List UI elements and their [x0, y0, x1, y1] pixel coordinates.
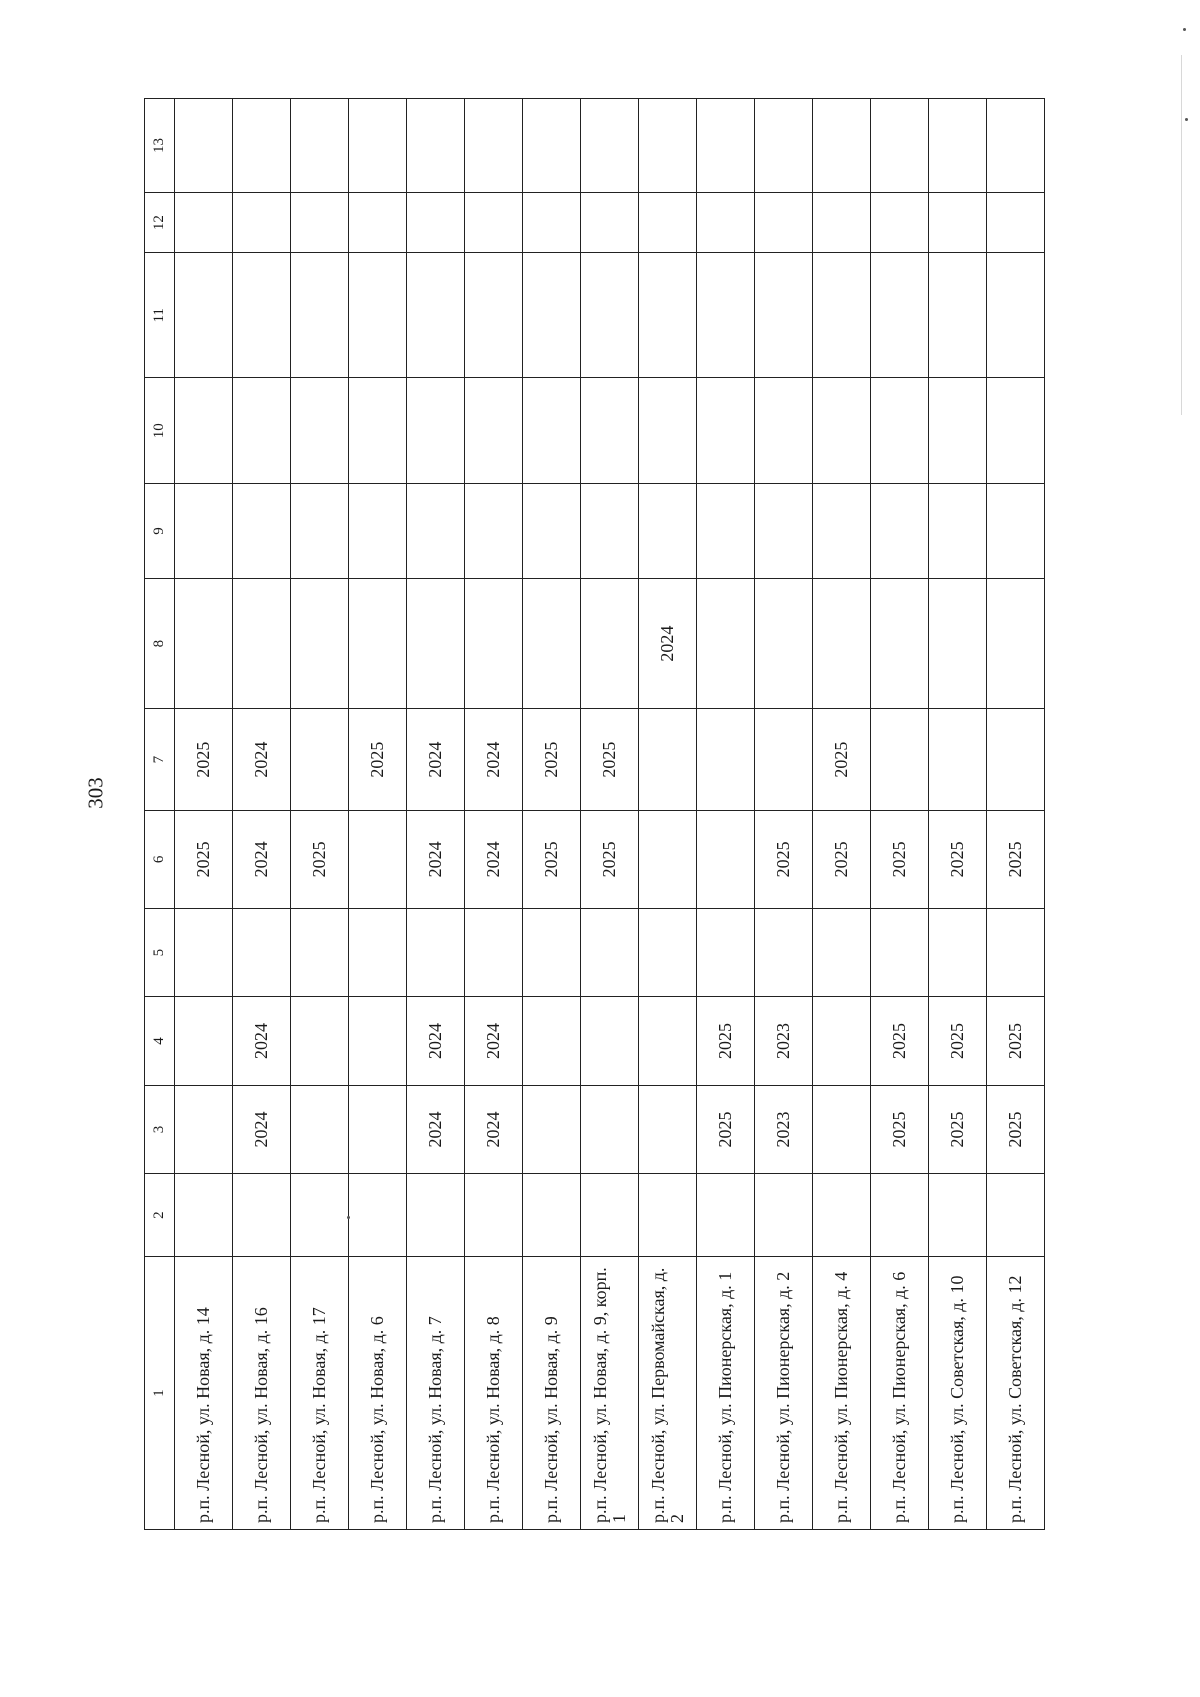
- year-cell-col-12: [291, 192, 349, 252]
- column-number-11: 11: [145, 253, 175, 378]
- table-row: [929, 99, 987, 1530]
- year-cell-col-9: [987, 484, 1045, 579]
- year-cell-col-8: [581, 578, 639, 708]
- year-cell-col-7: [639, 709, 697, 810]
- year-cell-col-2: [407, 1174, 465, 1257]
- table-row: [987, 99, 1045, 1530]
- year-cell-col-10: [929, 378, 987, 484]
- table-row: [349, 99, 407, 1530]
- year-cell-col-4: 2025: [929, 997, 987, 1085]
- year-cell-col-3: [291, 1085, 349, 1173]
- year-cell-col-11: [349, 253, 407, 378]
- year-cell-col-10: [871, 378, 929, 484]
- address-cell: р.п. Лесной, ул. Новая, д. 9, корп. 1: [581, 1257, 639, 1530]
- year-cell-col-5: [349, 908, 407, 996]
- address-cell: р.п. Лесной, ул. Советская, д. 10: [929, 1257, 987, 1530]
- year-cell-col-6: 2025: [755, 810, 813, 908]
- year-cell-col-2: [929, 1174, 987, 1257]
- year-cell-col-3: [639, 1085, 697, 1173]
- year-cell-col-12: [581, 192, 639, 252]
- year-cell-col-10: [639, 378, 697, 484]
- scan-speck: [1183, 28, 1186, 31]
- year-cell-col-8: [349, 578, 407, 708]
- year-cell-col-7: 2025: [813, 709, 871, 810]
- year-cell-col-4: [639, 997, 697, 1085]
- year-cell-col-12: [233, 192, 291, 252]
- year-cell-col-5: [233, 908, 291, 996]
- year-cell-col-8: [291, 578, 349, 708]
- year-cell-col-6: 2024: [407, 810, 465, 908]
- year-cell-col-5: [755, 908, 813, 996]
- year-cell-col-6: 2025: [813, 810, 871, 908]
- year-cell-col-11: [697, 253, 755, 378]
- year-cell-col-10: [523, 378, 581, 484]
- column-number-4: 4: [145, 997, 175, 1085]
- column-number-13: 13: [145, 99, 175, 193]
- column-number-row: [145, 99, 175, 1530]
- year-cell-col-3: [813, 1085, 871, 1173]
- year-cell-col-13: [871, 99, 929, 193]
- year-cell-col-6: 2024: [465, 810, 523, 908]
- year-cell-col-2: [233, 1174, 291, 1257]
- year-cell-col-2: [349, 1174, 407, 1257]
- year-cell-col-6: 2025: [175, 810, 233, 908]
- year-cell-col-7: [871, 709, 929, 810]
- year-cell-col-5: [929, 908, 987, 996]
- year-cell-col-12: [639, 192, 697, 252]
- year-cell-col-8: [175, 578, 233, 708]
- year-cell-col-7: [987, 709, 1045, 810]
- year-cell-col-2: [639, 1174, 697, 1257]
- year-cell-col-13: [233, 99, 291, 193]
- year-cell-col-6: 2024: [233, 810, 291, 908]
- year-cell-col-3: [175, 1085, 233, 1173]
- year-cell-col-5: [291, 908, 349, 996]
- year-cell-col-2: [523, 1174, 581, 1257]
- year-cell-col-2: [813, 1174, 871, 1257]
- year-cell-col-6: [639, 810, 697, 908]
- column-number-2: 2: [145, 1174, 175, 1257]
- year-cell-col-7: 2025: [581, 709, 639, 810]
- year-cell-col-13: [929, 99, 987, 193]
- year-cell-col-2: [465, 1174, 523, 1257]
- year-cell-col-11: [523, 253, 581, 378]
- year-cell-col-12: [755, 192, 813, 252]
- year-cell-col-12: [349, 192, 407, 252]
- scan-speck: [347, 1216, 350, 1219]
- year-cell-col-10: [407, 378, 465, 484]
- year-cell-col-7: [929, 709, 987, 810]
- year-cell-col-5: [175, 908, 233, 996]
- year-cell-col-8: [233, 578, 291, 708]
- column-number-9: 9: [145, 484, 175, 579]
- year-cell-col-6: [349, 810, 407, 908]
- year-cell-col-4: [581, 997, 639, 1085]
- address-cell: р.п. Лесной, ул. Первомайская, д. 2: [639, 1257, 697, 1530]
- year-cell-col-3: 2023: [755, 1085, 813, 1173]
- year-cell-col-7: 2025: [175, 709, 233, 810]
- table-row: [175, 99, 233, 1530]
- year-cell-col-4: [175, 997, 233, 1085]
- year-cell-col-11: [291, 253, 349, 378]
- table-row: [465, 99, 523, 1530]
- register-table: [144, 98, 1045, 1530]
- year-cell-col-12: [871, 192, 929, 252]
- year-cell-col-13: [813, 99, 871, 193]
- address-cell: р.п. Лесной, ул. Новая, д. 14: [175, 1257, 233, 1530]
- year-cell-col-2: [581, 1174, 639, 1257]
- year-cell-col-5: [813, 908, 871, 996]
- year-cell-col-3: 2025: [871, 1085, 929, 1173]
- year-cell-col-4: 2024: [407, 997, 465, 1085]
- column-number-6: 6: [145, 810, 175, 908]
- year-cell-col-4: 2025: [987, 997, 1045, 1085]
- table-body: [145, 99, 1045, 1530]
- year-cell-col-3: 2025: [929, 1085, 987, 1173]
- year-cell-col-5: [697, 908, 755, 996]
- year-cell-col-12: [697, 192, 755, 252]
- year-cell-col-3: 2024: [233, 1085, 291, 1173]
- column-number-7: 7: [145, 709, 175, 810]
- year-cell-col-11: [929, 253, 987, 378]
- year-cell-col-5: [987, 908, 1045, 996]
- year-cell-col-9: [523, 484, 581, 579]
- year-cell-col-2: [175, 1174, 233, 1257]
- table-row: [697, 99, 755, 1530]
- year-cell-col-6: 2025: [871, 810, 929, 908]
- year-cell-col-9: [813, 484, 871, 579]
- year-cell-col-8: [697, 578, 755, 708]
- year-cell-col-11: [233, 253, 291, 378]
- year-cell-col-7: 2025: [523, 709, 581, 810]
- year-cell-col-5: [581, 908, 639, 996]
- year-cell-col-6: 2025: [291, 810, 349, 908]
- year-cell-col-12: [407, 192, 465, 252]
- year-cell-col-13: [639, 99, 697, 193]
- year-cell-col-4: [813, 997, 871, 1085]
- year-cell-col-3: 2024: [407, 1085, 465, 1173]
- year-cell-col-8: [871, 578, 929, 708]
- year-cell-col-8: [465, 578, 523, 708]
- column-number-10: 10: [145, 378, 175, 484]
- year-cell-col-10: [987, 378, 1045, 484]
- year-cell-col-4: [291, 997, 349, 1085]
- year-cell-col-5: [639, 908, 697, 996]
- scan-speck: [1185, 118, 1188, 121]
- year-cell-col-9: [755, 484, 813, 579]
- year-cell-col-2: [987, 1174, 1045, 1257]
- year-cell-col-9: [639, 484, 697, 579]
- year-cell-col-5: [407, 908, 465, 996]
- year-cell-col-8: 2024: [639, 578, 697, 708]
- address-cell: р.п. Лесной, ул. Советская, д. 12: [987, 1257, 1045, 1530]
- address-cell: р.п. Лесной, ул. Новая, д. 6: [349, 1257, 407, 1530]
- year-cell-col-4: 2024: [465, 997, 523, 1085]
- table-row: [523, 99, 581, 1530]
- year-cell-col-11: [581, 253, 639, 378]
- year-cell-col-5: [523, 908, 581, 996]
- year-cell-col-7: 2024: [233, 709, 291, 810]
- year-cell-col-12: [813, 192, 871, 252]
- year-cell-col-8: [813, 578, 871, 708]
- address-cell: р.п. Лесной, ул. Новая, д. 16: [233, 1257, 291, 1530]
- year-cell-col-4: 2023: [755, 997, 813, 1085]
- year-cell-col-11: [639, 253, 697, 378]
- year-cell-col-8: [987, 578, 1045, 708]
- year-cell-col-3: [523, 1085, 581, 1173]
- scan-line: [1181, 55, 1182, 415]
- year-cell-col-13: [465, 99, 523, 193]
- year-cell-col-13: [407, 99, 465, 193]
- year-cell-col-10: [349, 378, 407, 484]
- year-cell-col-12: [929, 192, 987, 252]
- year-cell-col-11: [813, 253, 871, 378]
- year-cell-col-7: [755, 709, 813, 810]
- year-cell-col-7: 2024: [465, 709, 523, 810]
- year-cell-col-9: [871, 484, 929, 579]
- year-cell-col-9: [233, 484, 291, 579]
- year-cell-col-4: [349, 997, 407, 1085]
- year-cell-col-11: [465, 253, 523, 378]
- year-cell-col-10: [581, 378, 639, 484]
- year-cell-col-7: 2025: [349, 709, 407, 810]
- table-row: [233, 99, 291, 1530]
- year-cell-col-8: [929, 578, 987, 708]
- year-cell-col-13: [755, 99, 813, 193]
- year-cell-col-2: [755, 1174, 813, 1257]
- year-cell-col-9: [929, 484, 987, 579]
- year-cell-col-2: [871, 1174, 929, 1257]
- year-cell-col-9: [407, 484, 465, 579]
- year-cell-col-11: [871, 253, 929, 378]
- year-cell-col-8: [755, 578, 813, 708]
- column-number-3: 3: [145, 1085, 175, 1173]
- year-cell-col-2: [697, 1174, 755, 1257]
- year-cell-col-6: [697, 810, 755, 908]
- address-cell: р.п. Лесной, ул. Пионерская, д. 1: [697, 1257, 755, 1530]
- column-number-8: 8: [145, 578, 175, 708]
- address-cell: р.п. Лесной, ул. Новая, д. 7: [407, 1257, 465, 1530]
- year-cell-col-10: [291, 378, 349, 484]
- year-cell-col-3: 2025: [697, 1085, 755, 1173]
- year-cell-col-3: 2024: [465, 1085, 523, 1173]
- year-cell-col-10: [233, 378, 291, 484]
- table-row: [871, 99, 929, 1530]
- table-row: [291, 99, 349, 1530]
- address-cell: р.п. Лесной, ул. Пионерская, д. 4: [813, 1257, 871, 1530]
- year-cell-col-10: [755, 378, 813, 484]
- year-cell-col-5: [871, 908, 929, 996]
- year-cell-col-4: 2025: [871, 997, 929, 1085]
- year-cell-col-3: [581, 1085, 639, 1173]
- year-cell-col-13: [987, 99, 1045, 193]
- year-cell-col-13: [581, 99, 639, 193]
- address-cell: р.п. Лесной, ул. Новая, д. 9: [523, 1257, 581, 1530]
- year-cell-col-11: [987, 253, 1045, 378]
- table-row: [639, 99, 697, 1530]
- year-cell-col-9: [697, 484, 755, 579]
- year-cell-col-10: [465, 378, 523, 484]
- column-number-5: 5: [145, 908, 175, 996]
- year-cell-col-7: 2024: [407, 709, 465, 810]
- year-cell-col-9: [175, 484, 233, 579]
- year-cell-col-10: [697, 378, 755, 484]
- year-cell-col-10: [813, 378, 871, 484]
- year-cell-col-2: [291, 1174, 349, 1257]
- table-row: [755, 99, 813, 1530]
- year-cell-col-9: [349, 484, 407, 579]
- year-cell-col-6: 2025: [987, 810, 1045, 908]
- year-cell-col-8: [407, 578, 465, 708]
- year-cell-col-12: [175, 192, 233, 252]
- year-cell-col-13: [523, 99, 581, 193]
- address-cell: р.п. Лесной, ул. Пионерская, д. 6: [871, 1257, 929, 1530]
- rotated-table-container: [144, 98, 1045, 1530]
- year-cell-col-13: [291, 99, 349, 193]
- year-cell-col-4: [523, 997, 581, 1085]
- year-cell-col-5: [465, 908, 523, 996]
- year-cell-col-11: [175, 253, 233, 378]
- column-number-1: 1: [145, 1257, 175, 1530]
- year-cell-col-9: [291, 484, 349, 579]
- address-cell: р.п. Лесной, ул. Новая, д. 8: [465, 1257, 523, 1530]
- year-cell-col-4: 2024: [233, 997, 291, 1085]
- year-cell-col-7: [291, 709, 349, 810]
- year-cell-col-13: [697, 99, 755, 193]
- address-cell: р.п. Лесной, ул. Новая, д. 17: [291, 1257, 349, 1530]
- year-cell-col-6: 2025: [929, 810, 987, 908]
- year-cell-col-10: [175, 378, 233, 484]
- year-cell-col-8: [523, 578, 581, 708]
- table-row: [581, 99, 639, 1530]
- year-cell-col-6: 2025: [523, 810, 581, 908]
- address-cell: р.п. Лесной, ул. Пионерская, д. 2: [755, 1257, 813, 1530]
- table-row: [813, 99, 871, 1530]
- year-cell-col-11: [407, 253, 465, 378]
- year-cell-col-12: [465, 192, 523, 252]
- year-cell-col-9: [465, 484, 523, 579]
- year-cell-col-12: [987, 192, 1045, 252]
- year-cell-col-7: [697, 709, 755, 810]
- year-cell-col-12: [523, 192, 581, 252]
- year-cell-col-11: [755, 253, 813, 378]
- year-cell-col-6: 2025: [581, 810, 639, 908]
- year-cell-col-3: [349, 1085, 407, 1173]
- year-cell-col-4: 2025: [697, 997, 755, 1085]
- column-number-12: 12: [145, 192, 175, 252]
- year-cell-col-9: [581, 484, 639, 579]
- page-number-text: 303: [83, 777, 108, 809]
- year-cell-col-13: [349, 99, 407, 193]
- table-row: [407, 99, 465, 1530]
- year-cell-col-3: 2025: [987, 1085, 1045, 1173]
- year-cell-col-13: [175, 99, 233, 193]
